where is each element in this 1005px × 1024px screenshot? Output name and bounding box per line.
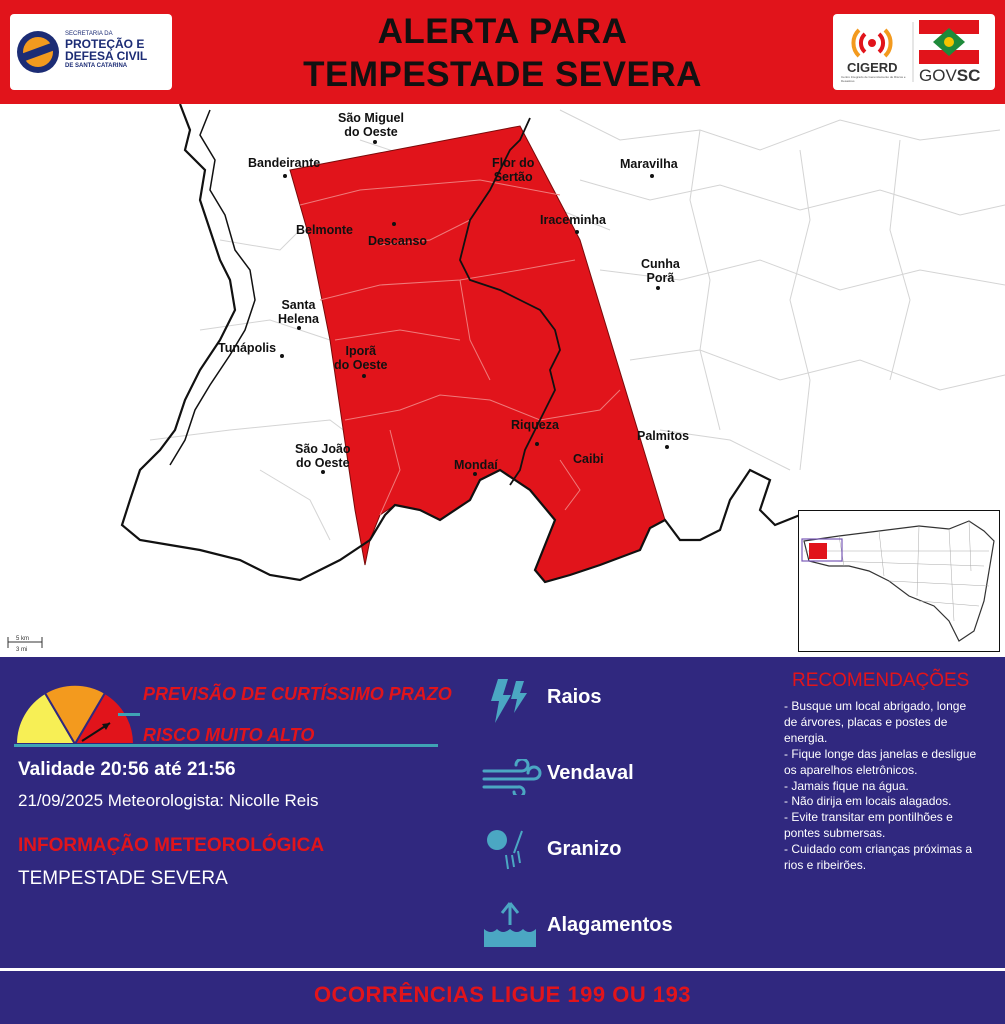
date-meteorologist: 21/09/2025 Meteorologista: Nicolle Reis xyxy=(18,791,319,810)
city-label-line: Helena xyxy=(278,312,319,326)
govsc-sc: SC xyxy=(956,66,981,85)
scale-km: 5 km xyxy=(16,636,30,642)
city-dot xyxy=(665,445,669,449)
city-dot xyxy=(297,326,301,330)
recommendation-line: de árvores, placas e postes de xyxy=(784,714,948,729)
recommendation-line: - Busque um local abrigado, longe xyxy=(784,699,967,713)
city-label-line: Iporã xyxy=(345,344,377,358)
city-label-line: São João xyxy=(295,442,351,456)
govsc-logo xyxy=(919,66,980,86)
city-belmonte: Belmonte xyxy=(296,223,353,237)
inset-map xyxy=(798,510,1000,652)
city-label-line: do Oeste xyxy=(296,456,350,470)
cigerd-subtext: Centro Integrado de Gerenciamento de Riscos e Desastres xyxy=(841,75,906,83)
city-dot xyxy=(650,174,654,178)
city-dot xyxy=(575,230,579,234)
emergency-footer: OCORRÊNCIAS LIGUE 199 OU 193 xyxy=(313,982,692,1007)
city-dot xyxy=(280,354,284,358)
city-santa-helena xyxy=(278,298,319,326)
city-sao-miguel-do-oeste xyxy=(338,111,404,139)
logo-left-line4: DE SANTA CATARINA xyxy=(65,63,128,69)
city-ipora-do-oeste xyxy=(334,344,388,372)
city-label-line: Flor do xyxy=(492,156,535,170)
city-cunha-pora xyxy=(641,257,680,285)
wind-icon xyxy=(482,759,542,795)
city-descanso: Descanso xyxy=(368,234,428,248)
hazard-raios: Raios xyxy=(547,686,602,708)
logo-left-line3: DEFESA CIVIL xyxy=(65,49,148,63)
info-heading: INFORMAÇÃO METEOROLÓGICA xyxy=(18,835,325,856)
header-bar xyxy=(0,0,1005,104)
scale-mi: 3 mi xyxy=(16,647,28,653)
recommendation-line: - Jamais fique na água. xyxy=(784,778,909,793)
hazard-alagamentos: Alagamentos xyxy=(547,914,673,936)
recommendation-line: - Cuidado com crianças próximas a xyxy=(784,842,973,857)
partner-logos xyxy=(833,14,995,90)
defesa-civil-logo xyxy=(10,14,172,90)
city-mondai: Mondaí xyxy=(454,458,498,472)
info-value: TEMPESTADE SEVERA xyxy=(18,868,228,889)
lightning-icon xyxy=(486,675,536,727)
recommendation-line: rios e ribeirões. xyxy=(784,858,867,873)
city-dot xyxy=(373,140,377,144)
hazard-vendaval: Vendaval xyxy=(547,762,634,784)
recommendation-line: - Fique longe das janelas e desligue xyxy=(784,746,977,761)
risk-underline xyxy=(118,713,140,716)
recommendation-line: os aparelhos eletrônicos. xyxy=(784,762,918,777)
city-dot xyxy=(656,286,660,290)
alert-map xyxy=(0,104,1005,657)
recommendation-line: energia. xyxy=(784,730,828,745)
city-tunapolis: Tunápolis xyxy=(218,341,277,355)
city-label-line: Sertão xyxy=(493,170,533,184)
cigerd-text: CIGERD xyxy=(847,60,898,75)
city-iraceminha: Iraceminha xyxy=(540,213,607,227)
flood-icon xyxy=(482,899,538,949)
recommendations-title: RECOMENDAÇÕES xyxy=(792,670,970,691)
city-riqueza: Riqueza xyxy=(511,418,559,432)
govsc-gov: GOV xyxy=(919,66,957,85)
city-label-line: do Oeste xyxy=(334,358,388,372)
title-line2: TEMPESTADE SEVERA xyxy=(303,55,702,94)
city-label-line: Cunha xyxy=(641,257,680,271)
city-label-line: do Oeste xyxy=(344,125,398,139)
city-label-line: São Miguel xyxy=(338,111,404,125)
city-dot xyxy=(283,174,287,178)
city-bandeirante: Bandeirante xyxy=(248,156,321,170)
page-title xyxy=(230,10,775,96)
forecast-type: PREVISÃO DE CURTÍSSIMO PRAZO xyxy=(143,684,452,704)
recommendations-list xyxy=(784,699,999,874)
risk-level: RISCO MUITO ALTO xyxy=(143,725,315,745)
logo-left-line2: PROTEÇÃO E xyxy=(65,37,145,51)
city-caibi: Caibi xyxy=(573,452,604,466)
city-label-line: Santa xyxy=(281,298,316,312)
city-sao-joao-do-oeste xyxy=(295,442,351,470)
recommendation-line: - Evite transitar em pontilhões e xyxy=(784,810,953,825)
city-dot xyxy=(535,442,539,446)
info-panel xyxy=(0,657,1005,1024)
hazard-granizo: Granizo xyxy=(547,838,622,860)
inset-map-canvas xyxy=(799,511,999,651)
logo-left-line1: SECRETARIA DA xyxy=(65,31,113,37)
recommendation-line: pontes submersas. xyxy=(784,826,886,841)
city-maravilha: Maravilha xyxy=(620,157,678,171)
city-dot xyxy=(321,470,325,474)
city-label-line: Porã xyxy=(646,271,675,285)
title-line1: ALERTA PARA xyxy=(377,12,628,51)
city-dot xyxy=(362,374,366,378)
footer-divider xyxy=(0,968,1005,971)
city-flor-do-sertao xyxy=(492,156,534,184)
validity: Validade 20:56 até 21:56 xyxy=(18,759,236,780)
recommendation-line: - Não dirija em locais alagados. xyxy=(784,794,952,809)
city-palmitos: Palmitos xyxy=(637,429,690,443)
city-dot xyxy=(392,222,396,226)
city-dot xyxy=(473,472,477,476)
risk-divider xyxy=(334,744,438,747)
hail-icon xyxy=(484,825,534,875)
